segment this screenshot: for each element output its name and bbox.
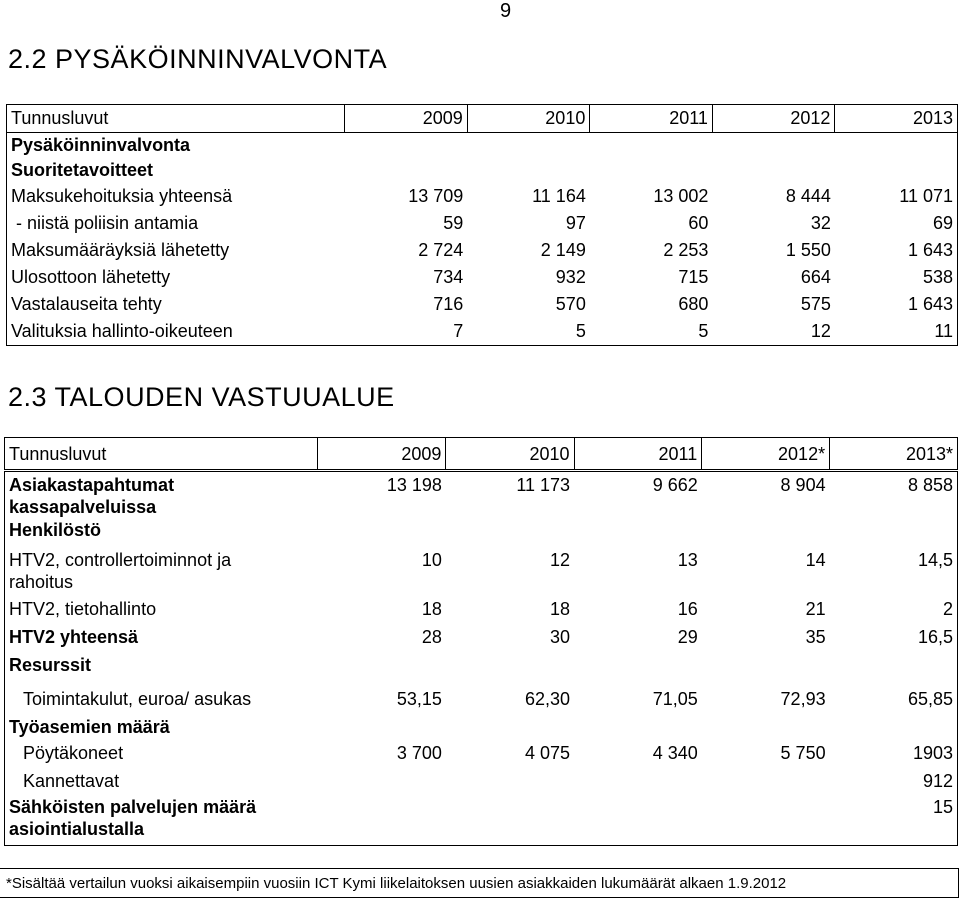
cell: 53,15 bbox=[396, 688, 442, 709]
table-header-row bbox=[5, 438, 958, 471]
table-row bbox=[7, 158, 958, 183]
cell: 11 bbox=[835, 318, 958, 346]
cell: 30 bbox=[550, 626, 571, 647]
row-label-line: HTV2, controllertoiminnot ja bbox=[9, 549, 232, 570]
cell: 5 750 bbox=[780, 742, 826, 763]
cell: 71,05 bbox=[652, 688, 698, 709]
row-label-line: Sähköisten palvelujen määrä bbox=[9, 796, 257, 817]
cell: 1 643 bbox=[835, 237, 958, 264]
header-cell: Tunnusluvut bbox=[7, 105, 345, 133]
row-label: Valituksia hallinto-oikeuteen bbox=[7, 318, 345, 346]
row-label-line: kassapalveluissa bbox=[9, 497, 157, 517]
table-row bbox=[5, 626, 958, 654]
cell: 18 bbox=[550, 598, 571, 619]
cell: 932 bbox=[555, 267, 586, 287]
table-row bbox=[7, 264, 958, 291]
header-cell: 2013 bbox=[835, 105, 958, 133]
table-row bbox=[5, 598, 958, 626]
cell: 538 bbox=[835, 264, 958, 291]
cell: 2 724 bbox=[418, 240, 464, 260]
subheading: Resurssit bbox=[5, 654, 318, 688]
cell: 3 700 bbox=[396, 742, 442, 763]
row-label-line: Asiakastapahtumat bbox=[9, 475, 175, 495]
table-row bbox=[5, 796, 958, 846]
cell: 28 bbox=[421, 626, 442, 647]
cell: 12 bbox=[712, 318, 835, 346]
subheading: Suoritetavoitteet bbox=[7, 158, 345, 183]
cell: 7 bbox=[345, 318, 468, 346]
section-title-finance: 2.3 TALOUDEN VASTUUALUE bbox=[8, 382, 395, 412]
cell: 912 bbox=[830, 770, 958, 796]
cell: 15 bbox=[830, 796, 958, 846]
row-label: Maksumääräyksiä lähetetty bbox=[7, 237, 345, 264]
cell: 13 709 bbox=[408, 186, 464, 206]
row-label: HTV2, tietohallinto bbox=[5, 598, 318, 626]
table-row bbox=[7, 210, 958, 237]
cell: 734 bbox=[433, 267, 464, 287]
table-row bbox=[5, 688, 958, 716]
row-label: Ulosottoon lähetetty bbox=[7, 264, 345, 291]
cell: 13 002 bbox=[653, 186, 709, 206]
row-label: Pöytäkoneet bbox=[5, 742, 318, 770]
cell: 16 bbox=[677, 598, 698, 619]
section-title-parking: 2.2 PYSÄKÖINNINVALVONTA bbox=[8, 44, 388, 74]
cell: 97 bbox=[565, 213, 586, 233]
row-label-line: rahoitus bbox=[9, 571, 74, 592]
footnote: *Sisältää vertailun vuoksi aikaisempiin vuosiin ICT Kymi liikelaitoksen uusien asiakkaiden lukumäärät alkaen 1.9.2012 bbox=[0, 868, 959, 898]
cell: 1903 bbox=[830, 742, 958, 770]
cell: 570 bbox=[555, 294, 586, 314]
header-cell: 2012* bbox=[702, 438, 830, 471]
cell: 5 bbox=[467, 318, 590, 346]
subheading: Henkilöstö bbox=[5, 519, 318, 547]
row-label: Kannettavat bbox=[5, 770, 318, 796]
finance-table bbox=[4, 437, 958, 846]
table-row bbox=[7, 318, 958, 346]
table-row bbox=[7, 183, 958, 210]
header-cell: 2010 bbox=[467, 105, 590, 133]
table-header-row bbox=[7, 105, 958, 133]
table-row bbox=[7, 237, 958, 264]
cell: 13 bbox=[677, 549, 698, 570]
header-cell: 2012 bbox=[712, 105, 835, 133]
cell: 65,85 bbox=[830, 688, 958, 716]
cell: 10 bbox=[421, 549, 442, 570]
header-cell: 2013* bbox=[830, 438, 958, 471]
cell: 11 071 bbox=[835, 183, 958, 210]
parking-table bbox=[6, 104, 958, 346]
cell: 11 173 bbox=[516, 475, 571, 495]
cell: 716 bbox=[433, 294, 464, 314]
cell: 11 164 bbox=[532, 186, 586, 206]
cell: 680 bbox=[678, 294, 709, 314]
cell: 8 444 bbox=[785, 186, 831, 206]
row-label: - niistä poliisin antamia bbox=[7, 210, 345, 237]
cell: 5 bbox=[590, 318, 713, 346]
row-label bbox=[5, 471, 318, 519]
cell: 664 bbox=[800, 267, 831, 287]
table-row bbox=[5, 716, 958, 742]
cell: 9 662 bbox=[652, 475, 698, 495]
row-label: HTV2 yhteensä bbox=[5, 626, 318, 654]
header-cell: 2011 bbox=[590, 105, 713, 133]
table-row bbox=[7, 133, 958, 159]
cell: 13 198 bbox=[386, 475, 442, 495]
header-cell: 2011 bbox=[574, 438, 702, 471]
cell: 8 904 bbox=[780, 475, 826, 495]
row-label bbox=[5, 547, 318, 598]
row-label: Toimintakulut, euroa/ asukas bbox=[5, 688, 318, 716]
cell: 18 bbox=[421, 598, 442, 619]
row-label bbox=[5, 796, 318, 846]
row-label: Maksukehoituksia yhteensä bbox=[7, 183, 345, 210]
table-row bbox=[5, 742, 958, 770]
subheading: Pysäköinninvalvonta bbox=[7, 133, 345, 159]
table-row bbox=[5, 471, 958, 519]
cell: 12 bbox=[550, 549, 571, 570]
cell: 32 bbox=[810, 213, 831, 233]
cell: 1 550 bbox=[785, 240, 831, 260]
cell: 29 bbox=[677, 626, 698, 647]
cell: 575 bbox=[800, 294, 831, 314]
page-number: 9 bbox=[500, 0, 512, 22]
cell: 16,5 bbox=[830, 626, 958, 654]
cell: 35 bbox=[805, 626, 826, 647]
cell: 69 bbox=[835, 210, 958, 237]
cell: 715 bbox=[678, 267, 709, 287]
header-cell: 2009 bbox=[345, 105, 468, 133]
table-row bbox=[7, 291, 958, 318]
cell: 2 bbox=[830, 598, 958, 626]
cell: 60 bbox=[688, 213, 709, 233]
cell: 21 bbox=[805, 598, 826, 619]
table-row bbox=[5, 519, 958, 547]
cell: 59 bbox=[443, 213, 464, 233]
header-cell: 2009 bbox=[318, 438, 446, 471]
subheading: Työasemien määrä bbox=[5, 716, 318, 742]
row-label: Vastalauseita tehty bbox=[7, 291, 345, 318]
cell: 1 643 bbox=[835, 291, 958, 318]
row-label-line: asiointialustalla bbox=[9, 818, 145, 839]
cell: 62,30 bbox=[525, 688, 571, 709]
header-cell: Tunnusluvut bbox=[5, 438, 318, 471]
table-row bbox=[5, 547, 958, 598]
cell: 8 858 bbox=[830, 471, 958, 519]
cell: 14 bbox=[805, 549, 826, 570]
table-row bbox=[5, 654, 958, 688]
cell: 72,93 bbox=[780, 688, 826, 709]
header-cell: 2010 bbox=[446, 438, 574, 471]
cell: 2 253 bbox=[663, 240, 709, 260]
cell: 14,5 bbox=[830, 547, 958, 598]
cell: 2 149 bbox=[540, 240, 586, 260]
cell: 4 075 bbox=[525, 742, 571, 763]
cell: 4 340 bbox=[652, 742, 698, 763]
table-row bbox=[5, 770, 958, 796]
